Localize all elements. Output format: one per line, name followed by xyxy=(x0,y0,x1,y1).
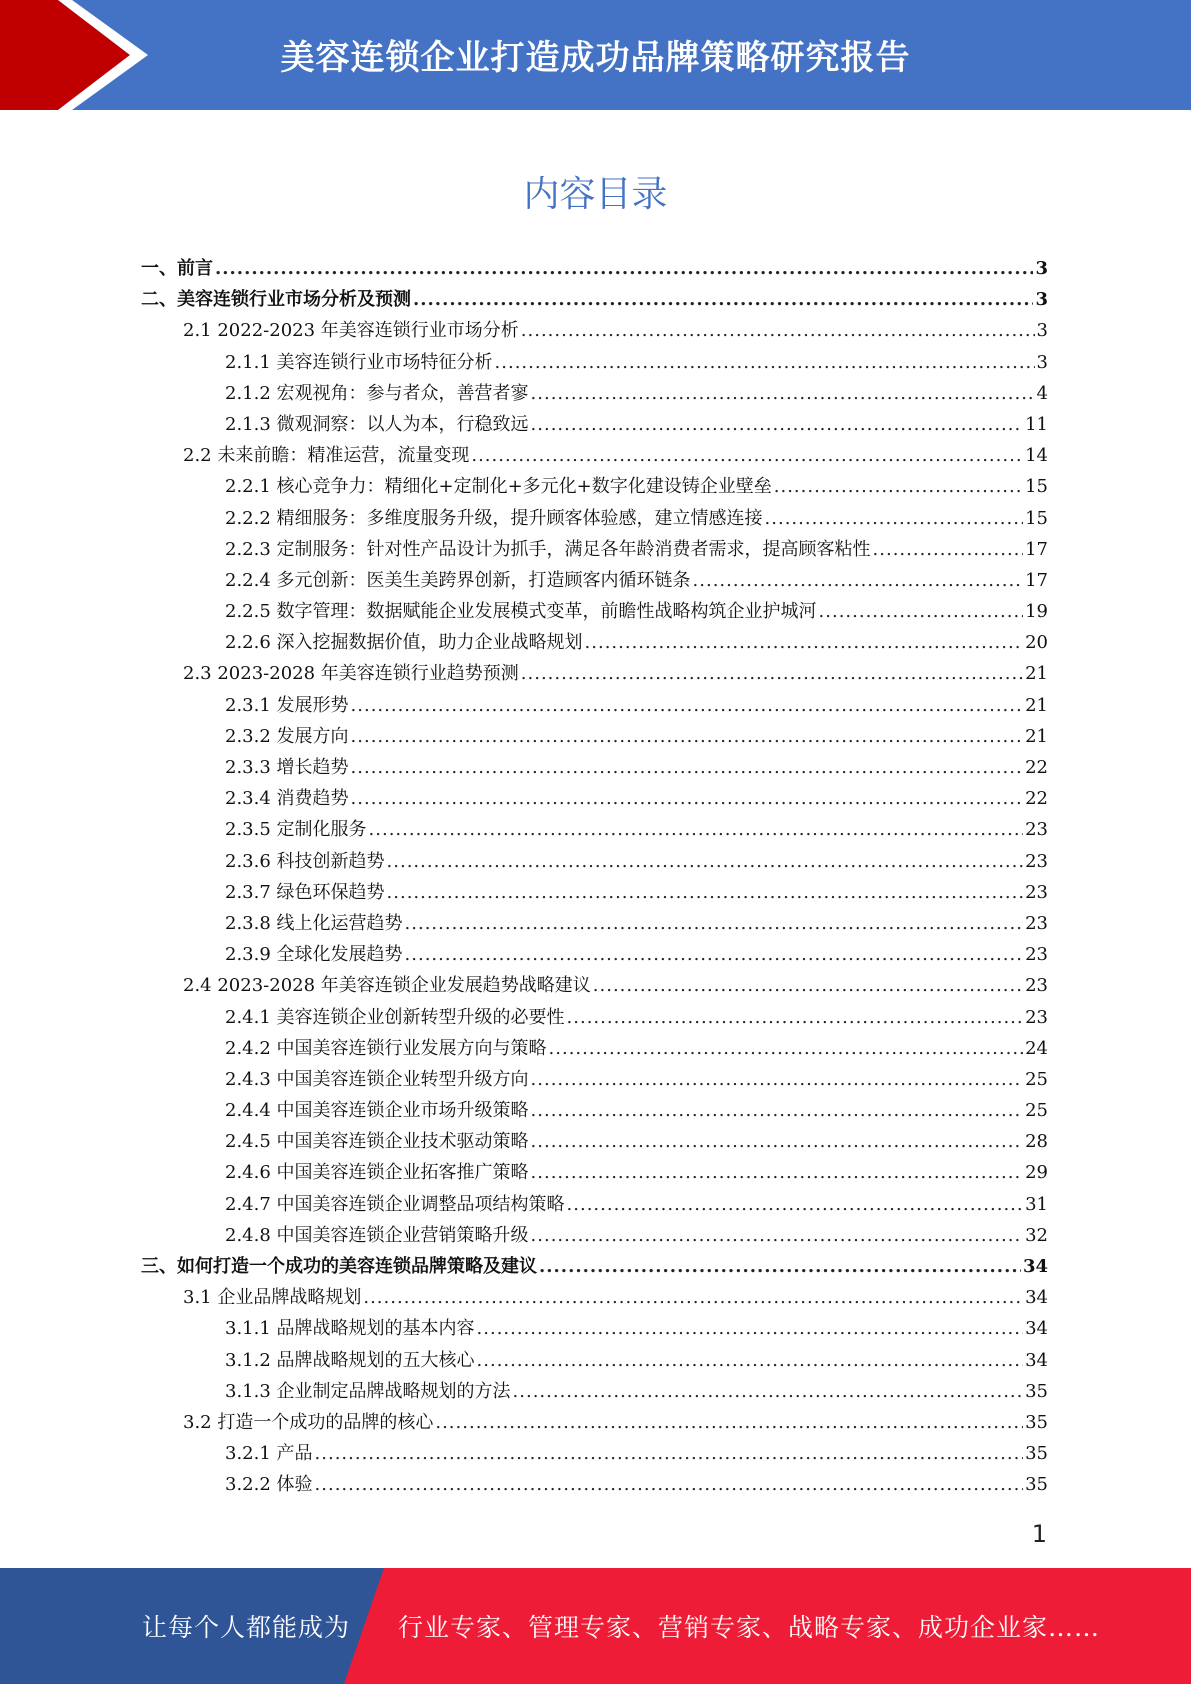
toc-entry-title: 3.2.2 体验 xyxy=(225,1474,313,1496)
toc-entry-title: 2.3 2023-2028 年美容连锁行业趋势预测 xyxy=(183,663,519,685)
toc-entry-page: 32 xyxy=(1025,1224,1048,1246)
footer-slogan-left: 让每个人都能成为 xyxy=(142,1613,351,1642)
toc-entry-title: 2.4.1 美容连锁企业创新转型升级的必要性 xyxy=(225,1006,565,1028)
toc-entry-page: 34 xyxy=(1025,1287,1048,1309)
toc-entry[interactable] xyxy=(141,472,1048,503)
toc-dot-leader xyxy=(593,975,1023,996)
table-of-contents xyxy=(141,254,1048,1502)
toc-entry-page: 23 xyxy=(1025,944,1048,966)
toc-dot-leader xyxy=(693,570,1024,591)
toc-entry-page: 23 xyxy=(1025,975,1048,997)
toc-dot-leader xyxy=(435,1412,1023,1433)
toc-entry-title: 一、前言 xyxy=(141,258,213,279)
toc-entry-page: 4 xyxy=(1036,382,1048,404)
toc-entry-title: 2.1.2 宏观视角：参与者众，善营者寥 xyxy=(225,382,529,404)
toc-dot-leader xyxy=(405,913,1024,934)
toc-entry-title: 3.1 企业品牌战略规划 xyxy=(183,1287,362,1309)
toc-entry-title: 2.2.1 核心竞争力：精细化+定制化+多元化+数字化建设铸企业壁垒 xyxy=(225,476,772,498)
toc-entry-title: 3.1.2 品牌战略规划的五大核心 xyxy=(225,1349,475,1371)
toc-dot-leader xyxy=(315,1443,1024,1464)
toc-entry[interactable] xyxy=(141,940,1048,971)
toc-entry-title: 2.2.5 数字管理：数据赋能企业发展模式变革，前瞻性战略构筑企业护城河 xyxy=(225,601,817,623)
toc-entry[interactable] xyxy=(141,659,1048,690)
toc-dot-leader xyxy=(477,1318,1024,1339)
toc-entry[interactable] xyxy=(141,1346,1048,1377)
toc-entry[interactable] xyxy=(141,566,1048,597)
toc-entry-page: 35 xyxy=(1025,1411,1048,1433)
toc-dot-leader xyxy=(585,632,1024,653)
toc-entry-title: 2.1.3 微观洞察：以人为本，行稳致远 xyxy=(225,413,529,435)
report-title: 美容连锁企业打造成功品牌策略研究报告 xyxy=(280,38,911,78)
toc-entry[interactable] xyxy=(141,1158,1048,1189)
toc-dot-leader xyxy=(215,258,1033,279)
toc-entry[interactable] xyxy=(141,1377,1048,1408)
toc-entry-page: 35 xyxy=(1025,1443,1048,1465)
toc-entry-title: 2.4.6 中国美容连锁企业拓客推广策略 xyxy=(225,1162,529,1184)
toc-dot-leader xyxy=(513,1381,1024,1402)
toc-entry[interactable] xyxy=(141,1096,1048,1127)
toc-entry-page: 24 xyxy=(1025,1037,1048,1059)
toc-dot-leader xyxy=(531,383,1035,404)
toc-entry-page: 35 xyxy=(1025,1380,1048,1402)
toc-dot-leader xyxy=(521,320,1035,341)
toc-dot-leader xyxy=(315,1474,1024,1495)
toc-dot-leader xyxy=(567,1194,1024,1215)
toc-entry[interactable] xyxy=(141,410,1048,441)
toc-entry[interactable] xyxy=(141,348,1048,379)
page-number: 1 xyxy=(1031,1520,1047,1548)
toc-entry-page: 21 xyxy=(1025,663,1048,685)
toc-entry-page: 3 xyxy=(1035,289,1048,311)
toc-entry-title: 2.2.2 精细服务：多维度服务升级，提升顾客体验感，建立情感连接 xyxy=(225,507,763,529)
toc-entry-title: 2.4 2023-2028 年美容连锁企业发展趋势战略建议 xyxy=(183,975,591,997)
toc-entry-title: 2.4.5 中国美容连锁企业技术驱动策略 xyxy=(225,1131,529,1153)
toc-entry-page: 35 xyxy=(1025,1474,1048,1496)
toc-entry-page: 23 xyxy=(1025,912,1048,934)
toc-entry[interactable] xyxy=(141,691,1048,722)
toc-entry[interactable] xyxy=(141,254,1048,285)
toc-dot-leader xyxy=(567,1007,1024,1028)
toc-entry[interactable] xyxy=(141,847,1048,878)
toc-dot-leader xyxy=(351,757,1024,778)
toc-entry-page: 28 xyxy=(1025,1131,1048,1153)
toc-entry-page: 23 xyxy=(1025,1006,1048,1028)
toc-dot-leader xyxy=(774,476,1023,497)
toc-dot-leader xyxy=(471,445,1023,466)
toc-entry[interactable] xyxy=(141,722,1048,753)
toc-entry-page: 14 xyxy=(1025,445,1048,467)
toc-entry-page: 17 xyxy=(1025,569,1048,591)
toc-entry-title: 2.3.7 绿色环保趋势 xyxy=(225,881,385,903)
toc-entry[interactable] xyxy=(141,535,1048,566)
toc-dot-leader xyxy=(495,352,1035,373)
toc-entry-page: 21 xyxy=(1025,725,1048,747)
toc-dot-leader xyxy=(351,695,1024,716)
toc-entry-title: 2.4.8 中国美容连锁企业营销策略升级 xyxy=(225,1224,529,1246)
toc-dot-leader xyxy=(531,414,1024,435)
footer-slogan-right: 行业专家、管理专家、营销专家、战略专家、成功企业家…… xyxy=(398,1613,1101,1642)
toc-entry-title: 3.2.1 产品 xyxy=(225,1443,313,1465)
toc-dot-leader xyxy=(405,944,1024,965)
toc-dot-leader xyxy=(521,663,1023,684)
toc-entry[interactable] xyxy=(141,815,1048,846)
toc-entry-title: 3.1.1 品牌战略规划的基本内容 xyxy=(225,1318,475,1340)
toc-entry[interactable] xyxy=(141,878,1048,909)
toc-heading: 内容目录 xyxy=(523,174,668,215)
toc-entry-page: 3 xyxy=(1036,320,1048,342)
toc-entry[interactable] xyxy=(141,1065,1048,1096)
toc-dot-leader xyxy=(531,1225,1024,1246)
toc-entry[interactable] xyxy=(141,1439,1048,1470)
toc-entry[interactable] xyxy=(141,1470,1048,1501)
toc-entry-title: 2.4.4 中国美容连锁企业市场升级策略 xyxy=(225,1100,529,1122)
toc-entry[interactable] xyxy=(141,1408,1048,1439)
toc-entry-title: 2.1.1 美容连锁行业市场特征分析 xyxy=(225,351,493,373)
toc-entry-page: 29 xyxy=(1025,1162,1048,1184)
toc-entry-title: 2.2.4 多元创新：医美生美跨界创新，打造顾客内循环链条 xyxy=(225,569,691,591)
toc-entry-page: 22 xyxy=(1025,788,1048,810)
toc-entry[interactable] xyxy=(141,1283,1048,1314)
toc-entry-title: 三、如何打造一个成功的美容连锁品牌策略及建议 xyxy=(141,1256,537,1277)
toc-entry-title: 2.4.3 中国美容连锁企业转型升级方向 xyxy=(225,1068,529,1090)
toc-entry-title: 二、美容连锁行业市场分析及预测 xyxy=(141,289,411,311)
toc-dot-leader xyxy=(819,601,1024,622)
toc-entry-title: 2.3.1 发展形势 xyxy=(225,694,349,716)
toc-entry-page: 23 xyxy=(1025,881,1048,903)
toc-entry-page: 20 xyxy=(1025,632,1048,654)
toc-dot-leader xyxy=(531,1131,1024,1152)
toc-entry-page: 11 xyxy=(1025,413,1048,435)
toc-dot-leader xyxy=(351,788,1024,809)
toc-dot-leader xyxy=(531,1100,1024,1121)
toc-entry-title: 2.2.3 定制服务：针对性产品设计为抓手，满足各年龄消费者需求，提高顾客粘性 xyxy=(225,538,871,560)
toc-entry-page: 34 xyxy=(1022,1256,1048,1277)
toc-entry-page: 15 xyxy=(1025,507,1048,529)
toc-entry-title: 2.3.5 定制化服务 xyxy=(225,819,367,841)
toc-entry-page: 17 xyxy=(1025,538,1048,560)
toc-entry[interactable] xyxy=(141,316,1048,347)
toc-dot-leader xyxy=(531,1069,1024,1090)
toc-entry-title: 2.3.8 线上化运营趋势 xyxy=(225,912,403,934)
toc-entry[interactable] xyxy=(141,1190,1048,1221)
toc-entry-title: 2.2.6 深入挖掘数据价值，助力企业战略规划 xyxy=(225,632,583,654)
toc-entry-title: 2.3.9 全球化发展趋势 xyxy=(225,944,403,966)
toc-dot-leader xyxy=(413,289,1033,310)
toc-entry-page: 19 xyxy=(1025,601,1048,623)
toc-entry-page: 34 xyxy=(1025,1349,1048,1371)
toc-entry-page: 23 xyxy=(1025,819,1048,841)
toc-dot-leader xyxy=(351,726,1024,747)
page-footer xyxy=(0,1568,1191,1684)
toc-entry-page: 21 xyxy=(1025,694,1048,716)
toc-entry-page: 25 xyxy=(1025,1100,1048,1122)
toc-entry-title: 2.4.7 中国美容连锁企业调整品项结构策略 xyxy=(225,1193,565,1215)
toc-entry[interactable] xyxy=(141,441,1048,472)
toc-dot-leader xyxy=(369,819,1024,840)
toc-entry-title: 3.2 打造一个成功的品牌的核心 xyxy=(183,1411,434,1433)
toc-entry-page: 25 xyxy=(1025,1068,1048,1090)
toc-dot-leader xyxy=(477,1350,1024,1371)
toc-dot-leader xyxy=(531,1162,1024,1183)
toc-entry[interactable] xyxy=(141,753,1048,784)
toc-entry[interactable] xyxy=(141,1252,1048,1283)
toc-entry-title: 2.2 未来前瞻：精准运营，流量变现 xyxy=(183,445,470,467)
toc-entry[interactable] xyxy=(141,504,1048,535)
toc-entry[interactable] xyxy=(141,628,1048,659)
toc-entry[interactable] xyxy=(141,1127,1048,1158)
toc-entry-page: 34 xyxy=(1025,1318,1048,1340)
toc-entry-title: 2.3.3 增长趋势 xyxy=(225,757,349,778)
toc-entry[interactable] xyxy=(141,597,1048,628)
toc-entry[interactable] xyxy=(141,1034,1048,1065)
toc-entry[interactable] xyxy=(141,909,1048,940)
toc-entry[interactable] xyxy=(141,1221,1048,1252)
toc-entry-title: 2.4.2 中国美容连锁行业发展方向与策略 xyxy=(225,1037,547,1059)
toc-entry-title: 3.1.3 企业制定品牌战略规划的方法 xyxy=(225,1380,511,1402)
toc-dot-leader xyxy=(765,508,1024,529)
toc-dot-leader xyxy=(549,1038,1024,1059)
toc-entry[interactable] xyxy=(141,1003,1048,1034)
toc-entry-title: 2.3.6 科技创新趋势 xyxy=(225,850,385,872)
toc-entry[interactable] xyxy=(141,784,1048,815)
toc-entry-title: 2.1 2022-2023 年美容连锁行业市场分析 xyxy=(183,320,519,342)
toc-entry-page: 23 xyxy=(1025,850,1048,872)
toc-entry-page: 3 xyxy=(1035,258,1048,279)
toc-entry[interactable] xyxy=(141,1314,1048,1345)
toc-entry-title: 2.3.2 发展方向 xyxy=(225,725,349,747)
toc-entry-page: 22 xyxy=(1025,757,1048,778)
page-header xyxy=(0,0,1191,110)
toc-entry[interactable] xyxy=(141,285,1048,316)
toc-dot-leader xyxy=(539,1256,1021,1277)
toc-entry-page: 3 xyxy=(1036,351,1048,373)
toc-entry-page: 15 xyxy=(1025,476,1048,498)
toc-dot-leader xyxy=(387,851,1024,872)
toc-entry[interactable] xyxy=(141,971,1048,1002)
toc-entry-page: 31 xyxy=(1025,1193,1048,1215)
toc-entry[interactable] xyxy=(141,379,1048,410)
toc-dot-leader xyxy=(363,1287,1023,1308)
toc-dot-leader xyxy=(387,882,1024,903)
toc-dot-leader xyxy=(873,539,1024,560)
toc-entry-title: 2.3.4 消费趋势 xyxy=(225,788,349,810)
